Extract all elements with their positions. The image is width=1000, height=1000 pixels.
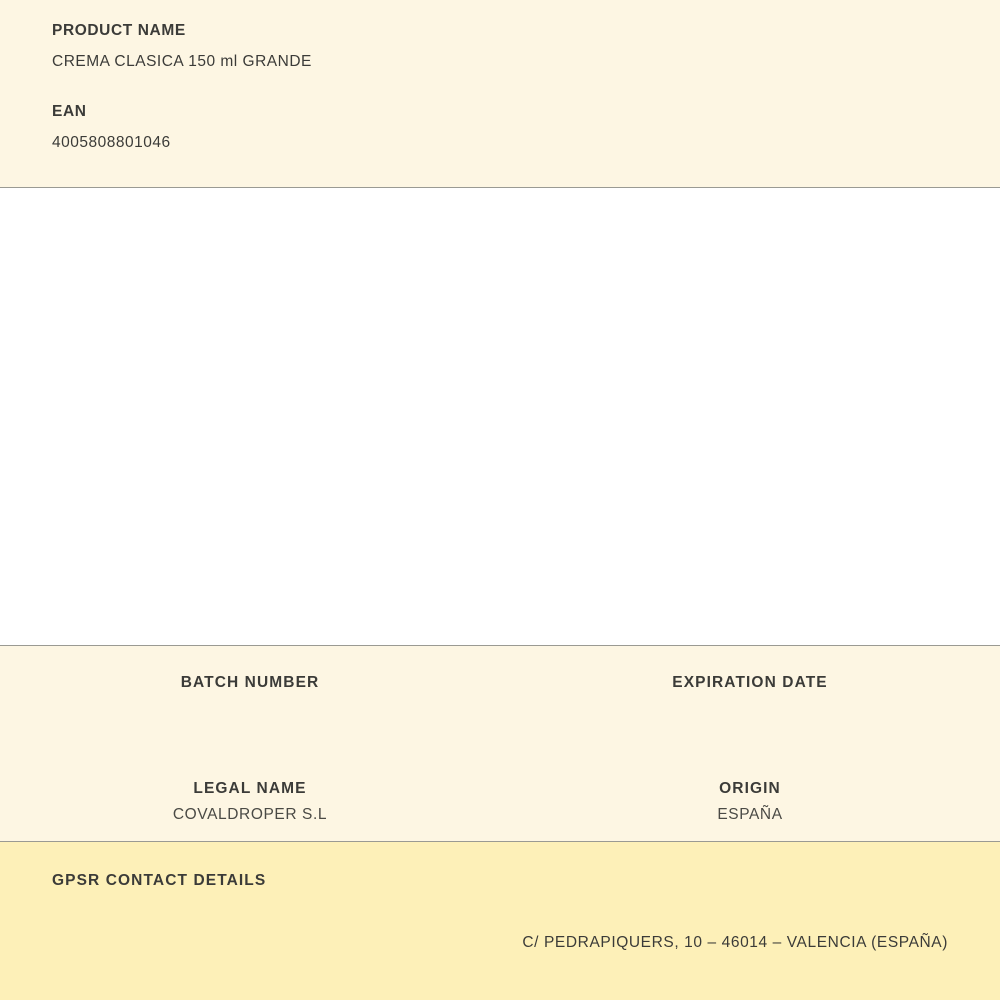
- batch-number-value: [0, 701, 500, 719]
- product-image-area: [0, 188, 1000, 646]
- ean-value: 4005808801046: [52, 134, 171, 151]
- origin-label: ORIGIN: [719, 779, 781, 797]
- expiration-date-value: [500, 701, 1000, 719]
- batch-number-cell: [0, 674, 500, 719]
- origin-cell: [500, 780, 1000, 825]
- product-header-section: [0, 0, 1000, 188]
- legal-name-cell: [0, 780, 500, 825]
- batch-number-label: BATCH NUMBER: [180, 674, 320, 691]
- details-row-legal: [0, 780, 1000, 825]
- product-name-label: PRODUCT NAME: [52, 22, 186, 39]
- product-details-section: [0, 646, 1000, 842]
- legal-name-label: LEGAL NAME: [193, 779, 307, 797]
- gpsr-contact-address: C/ PEDRAPIQUERS, 10 – 46014 – VALENCIA (ESPAÑA): [522, 933, 948, 951]
- gpsr-contact-label: GPSR CONTACT DETAILS: [52, 872, 267, 889]
- ean-label: EAN: [52, 103, 87, 120]
- product-name-value: CREMA CLASICA 150 ml GRANDE: [52, 53, 312, 70]
- spacer: [52, 71, 948, 103]
- origin-value: ESPAÑA: [717, 806, 783, 824]
- expiration-date-cell: [500, 674, 1000, 719]
- legal-name-value: COVALDROPER S.L: [172, 806, 328, 824]
- details-row-batch: [0, 674, 1000, 719]
- expiration-date-label: EXPIRATION DATE: [672, 674, 828, 691]
- gpsr-footer-section: [0, 842, 1000, 1000]
